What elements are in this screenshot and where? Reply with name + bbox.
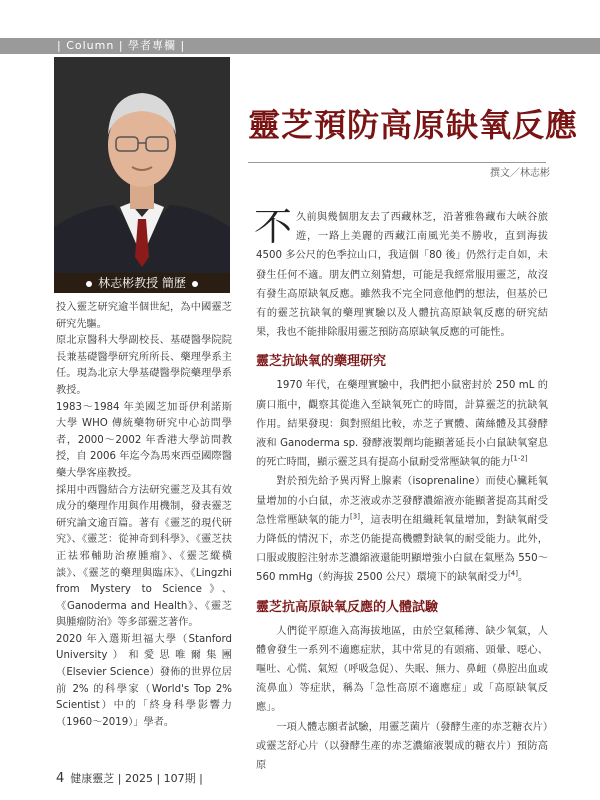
bio-paragraph: 1983～1984 年美國芝加哥伊利諾斯大學 WHO 傳統藥物研究中心訪問學者，2000～2002 年香港大學訪問教授，自 2006 年迄今為馬來西亞國際醫藥大學客座教授。: [56, 401, 232, 479]
section-heading: 靈芝抗缺氧的藥理研究: [256, 354, 387, 370]
bio-paragraph: 投入靈芝研究逾半個世紀，為中國靈芝研究先驅。: [56, 302, 232, 330]
intro-paragraph: [254, 205, 548, 342]
article-body: [254, 205, 549, 775]
publication-info: 健康靈芝 | 2025 | 107期 |: [70, 772, 203, 785]
bio-paragraph: 2020 年入選斯坦福大學（Stanford University）和愛思唯爾集團（Elsevier Science）發佈的世界位居前 2% 的科學家（World's Top 2% Scientist）中的「終身科學影響力（1960～2019）」學者。: [56, 633, 232, 728]
reference-marker: [3]: [350, 512, 360, 521]
bullet-dot-icon: [86, 281, 92, 287]
paragraph-text: 對於預先給予異丙腎上腺素（isoprenaline）而使心臟耗氧量增加的小白鼠，赤芝液或赤芝發酵濃縮液亦能顯著提高其耐受急性常壓缺氧的能力: [256, 476, 548, 526]
paragraph-text: 1970 年代，在藥理實驗中，我們把小鼠密封於 250 mL 的廣口瓶中，觀察其從進入至缺氧死亡的時間，計算靈芝的抗缺氧作用。結果發現：與對照組比較，赤芝子實體、菌絲體及其發酵液和 Ganoderma sp. 發酵液製劑均能顯著延長小白鼠缺氧窒息的死亡時間，顯示靈芝具有提高小鼠耐受常壓缺氧的能力: [256, 380, 548, 469]
section-paragraph: [256, 472, 548, 587]
author-bio: [56, 300, 232, 731]
drop-cap: 不: [254, 205, 293, 249]
portrait-illustration: [54, 57, 230, 273]
page-number: 4: [56, 771, 65, 786]
section-paragraph: [256, 376, 548, 472]
article-byline: 撰文／林志彬: [490, 168, 550, 179]
bio-paragraph: 採用中西醫結合方法研究靈芝及其有效成分的藥理作用與作用機制，發表靈芝研究論文逾百篇。著有《靈芝的現代研究》、《靈芝：從神奇到科學》、《靈芝扶正祛邪輔助治療腫瘤》、《靈芝縱橫談》、《靈芝的藥理與臨床》、《Lingzhi from Mystery to Science》、《Ganoderma and Health》、《靈芝與腫瘤防治》等多部靈芝著作。: [56, 484, 232, 629]
reference-marker: [1-2]: [510, 454, 528, 463]
article-title: 靈芝預防高原缺氧反應: [248, 106, 579, 144]
section-paragraph: 一項人體志願者試驗，用靈芝菌片（發酵生產的赤芝糖衣片）或靈芝舒心片（以發酵生產的赤芝濃縮液製成的糖衣片）預防高原: [256, 721, 548, 772]
section-paragraph: 人們從平原進入高海拔地區，由於空氣稀薄、缺少氧氣，人體會發生一系列不適應症狀，其中常見的有頭痛、頭暈、噁心、嘔吐、心慌、氣短（呼吸急促）、失眠、無力、鼻衄（鼻腔出血或流鼻血）等症狀，稱為「急性高原不適應症」或「高原缺氧反應」。: [256, 625, 548, 714]
reference-marker: [4]: [508, 570, 518, 579]
profile-caption: [54, 273, 230, 293]
column-label: | Column | 學者專欄 |: [57, 39, 186, 52]
page-footer: [56, 770, 203, 786]
caption-text: 林志彬教授 簡歷: [98, 276, 186, 290]
section-heading: 靈芝抗高原缺氧反應的人體試驗: [256, 599, 439, 615]
title-divider: [248, 162, 546, 163]
column-header-bar: [0, 0, 600, 54]
bullet-dot-icon: [192, 281, 198, 287]
bio-paragraph: 原北京醫科大學副校長、基礎醫學院院長兼基礎醫學研究所所長、藥理學系主任。現為北京大學基礎醫學院藥理學系教授。: [56, 335, 232, 396]
author-photo: [54, 57, 230, 273]
paragraph-text: 。: [517, 572, 529, 584]
intro-text: 久前與幾個朋友去了西藏林芝，沿著雅魯藏布大峽谷旅遊，一路上美麗的西藏江南風光美不勝收，直到海拔 4500 多公尺的色季拉山口，我這個「80 後」仍然行走自如，未發生任何不適。朋友們立刻猜想，可能是我經常服用靈芝，故沒有發生高原缺氧反應。雖然我不完全同意他們的想法，但基於已有的靈芝抗缺氧的藥理實驗以及人體抗高原缺氧反應的研究結果，我也不能排除服用靈芝預防高原缺氧反應的可能性。: [256, 212, 548, 339]
paragraph-text: ，這表明在組織耗氧量增加，對缺氧耐受力降低的情況下，赤芝仍能提高機體對缺氧的耐受能力。此外，口服或腹腔注射赤芝濃縮液還能明顯增強小白鼠在氣壓為 550～560 mmHg（約海拔 2500 公尺）環境下的缺氧耐受力: [256, 514, 549, 584]
